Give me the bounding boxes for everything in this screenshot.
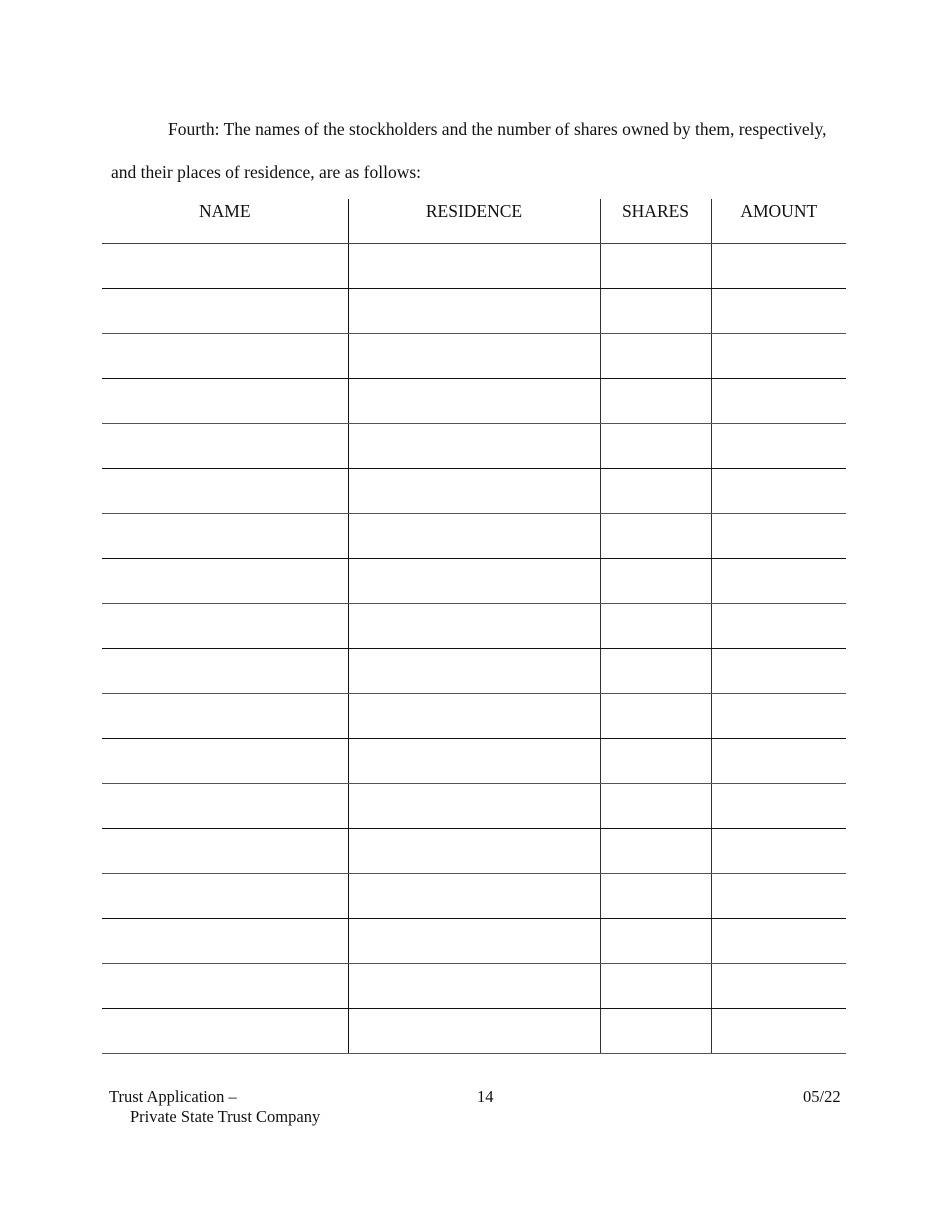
amount-cell[interactable] — [711, 784, 846, 829]
table-row — [102, 649, 846, 694]
amount-cell[interactable] — [711, 469, 846, 514]
residence-cell[interactable] — [348, 289, 600, 334]
name-cell[interactable] — [102, 829, 348, 874]
name-cell[interactable] — [102, 289, 348, 334]
amount-cell[interactable] — [711, 1009, 846, 1054]
name-cell[interactable] — [102, 874, 348, 919]
shares-cell[interactable] — [600, 919, 711, 964]
footer-date: 05/22 — [803, 1087, 841, 1106]
table-row — [102, 334, 846, 379]
table-row — [102, 514, 846, 559]
table-row — [102, 559, 846, 604]
name-cell[interactable] — [102, 559, 348, 604]
amount-cell[interactable] — [711, 964, 846, 1009]
shares-cell[interactable] — [600, 334, 711, 379]
amount-cell[interactable] — [711, 649, 846, 694]
amount-cell[interactable] — [711, 334, 846, 379]
amount-cell[interactable] — [711, 739, 846, 784]
table-row — [102, 829, 846, 874]
table-row — [102, 784, 846, 829]
amount-cell[interactable] — [711, 694, 846, 739]
residence-cell[interactable] — [348, 964, 600, 1009]
amount-cell[interactable] — [711, 919, 846, 964]
amount-cell[interactable] — [711, 604, 846, 649]
footer-document-title — [109, 1087, 320, 1127]
shares-cell[interactable] — [600, 469, 711, 514]
residence-cell[interactable] — [348, 514, 600, 559]
shares-cell[interactable] — [600, 739, 711, 784]
residence-cell[interactable] — [348, 829, 600, 874]
name-cell[interactable] — [102, 649, 348, 694]
shares-cell[interactable] — [600, 514, 711, 559]
amount-cell[interactable] — [711, 244, 846, 289]
table-row — [102, 739, 846, 784]
name-cell[interactable] — [102, 964, 348, 1009]
residence-cell[interactable] — [348, 1009, 600, 1054]
intro-line-1: Fourth: The names of the stockholders and the number of shares owned by them, respectively, — [168, 119, 827, 139]
table-row — [102, 874, 846, 919]
table-row — [102, 244, 846, 289]
table-row — [102, 379, 846, 424]
name-cell[interactable] — [102, 694, 348, 739]
name-cell[interactable] — [102, 334, 348, 379]
table-row — [102, 604, 846, 649]
page-number: 14 — [477, 1087, 494, 1106]
header-residence: RESIDENCE — [348, 199, 600, 244]
table-header-row — [102, 199, 846, 244]
table-row — [102, 469, 846, 514]
footer-title-line-1: Trust Application – — [109, 1087, 237, 1106]
shares-cell[interactable] — [600, 1009, 711, 1054]
table-row — [102, 919, 846, 964]
shares-cell[interactable] — [600, 829, 711, 874]
name-cell[interactable] — [102, 919, 348, 964]
name-cell[interactable] — [102, 739, 348, 784]
residence-cell[interactable] — [348, 424, 600, 469]
name-cell[interactable] — [102, 379, 348, 424]
amount-cell[interactable] — [711, 829, 846, 874]
intro-line-2: and their places of residence, are as follows: — [111, 162, 422, 182]
residence-cell[interactable] — [348, 559, 600, 604]
shares-cell[interactable] — [600, 694, 711, 739]
name-cell[interactable] — [102, 424, 348, 469]
residence-cell[interactable] — [348, 379, 600, 424]
residence-cell[interactable] — [348, 919, 600, 964]
footer-title-line-2: Private State Trust Company — [130, 1107, 321, 1126]
amount-cell[interactable] — [711, 874, 846, 919]
residence-cell[interactable] — [348, 334, 600, 379]
name-cell[interactable] — [102, 469, 348, 514]
residence-cell[interactable] — [348, 694, 600, 739]
header-shares: SHARES — [600, 199, 711, 244]
table-body — [102, 244, 846, 1054]
residence-cell[interactable] — [348, 604, 600, 649]
name-cell[interactable] — [102, 784, 348, 829]
table-row — [102, 1009, 846, 1054]
name-cell[interactable] — [102, 1009, 348, 1054]
table-row — [102, 964, 846, 1009]
name-cell[interactable] — [102, 514, 348, 559]
shares-cell[interactable] — [600, 289, 711, 334]
amount-cell[interactable] — [711, 424, 846, 469]
header-amount: AMOUNT — [711, 199, 846, 244]
residence-cell[interactable] — [348, 739, 600, 784]
residence-cell[interactable] — [348, 649, 600, 694]
table-row — [102, 694, 846, 739]
amount-cell[interactable] — [711, 559, 846, 604]
stockholders-table — [102, 199, 846, 1054]
amount-cell[interactable] — [711, 289, 846, 334]
shares-cell[interactable] — [600, 424, 711, 469]
name-cell[interactable] — [102, 604, 348, 649]
shares-cell[interactable] — [600, 244, 711, 289]
shares-cell[interactable] — [600, 964, 711, 1009]
residence-cell[interactable] — [348, 244, 600, 289]
amount-cell[interactable] — [711, 379, 846, 424]
shares-cell[interactable] — [600, 784, 711, 829]
residence-cell[interactable] — [348, 874, 600, 919]
residence-cell[interactable] — [348, 469, 600, 514]
shares-cell[interactable] — [600, 604, 711, 649]
amount-cell[interactable] — [711, 514, 846, 559]
residence-cell[interactable] — [348, 784, 600, 829]
table-row — [102, 424, 846, 469]
intro-paragraph — [111, 108, 856, 194]
table-row — [102, 289, 846, 334]
shares-cell[interactable] — [600, 649, 711, 694]
name-cell[interactable] — [102, 244, 348, 289]
header-name: NAME — [102, 199, 348, 244]
shares-cell[interactable] — [600, 379, 711, 424]
shares-cell[interactable] — [600, 874, 711, 919]
shares-cell[interactable] — [600, 559, 711, 604]
